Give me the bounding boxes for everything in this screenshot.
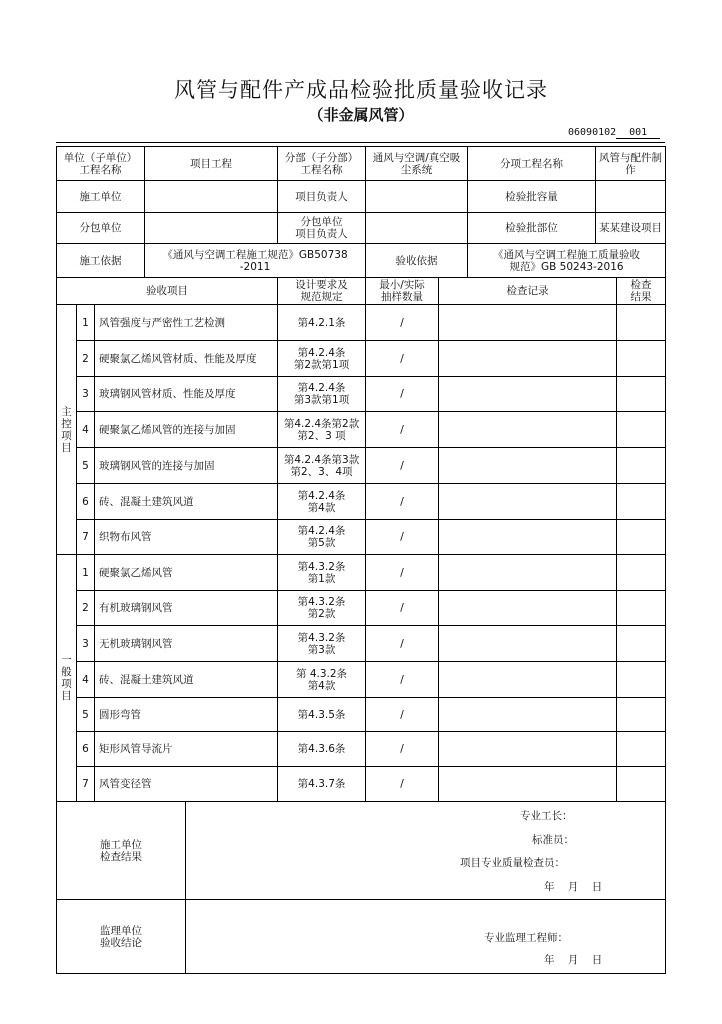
code-suffix: 001: [616, 127, 660, 139]
item-record[interactable]: [439, 626, 617, 662]
supervision-engineer-label: 专业监理工程师：: [484, 931, 569, 944]
item-no: 5: [77, 448, 95, 484]
item-sample[interactable]: /: [366, 448, 439, 484]
item-no: 7: [77, 520, 95, 555]
column-header-record: 检查记录: [439, 278, 617, 305]
item-requirement: 第4.2.4条第2款 第2、3 项: [278, 412, 366, 448]
item-requirement: 第4.2.4条 第5款: [278, 520, 366, 555]
item-requirement: 第4.2.1条: [278, 305, 366, 341]
item-record[interactable]: [439, 767, 617, 802]
item-record[interactable]: [439, 341, 617, 377]
item-sample[interactable]: /: [366, 732, 439, 767]
item-result[interactable]: [617, 698, 666, 732]
item-result[interactable]: [617, 305, 666, 341]
item-record[interactable]: [439, 662, 617, 698]
item-no: 6: [77, 732, 95, 767]
item-result[interactable]: [617, 662, 666, 698]
subcontractor-label: 分包单位: [57, 213, 145, 244]
item-requirement: 第4.3.2条 第1款: [278, 555, 366, 591]
item-sample[interactable]: /: [366, 377, 439, 412]
item-name-label: 分项工程名称: [468, 147, 596, 181]
item-sample[interactable]: /: [366, 767, 439, 802]
item-record[interactable]: [439, 591, 617, 626]
item-result[interactable]: [617, 341, 666, 377]
batch-capacity-label: 检验批容量: [468, 181, 596, 213]
item-name: 矩形风管导流片: [95, 732, 278, 767]
page-subtitle: （非金属风管）: [308, 106, 414, 124]
batch-capacity-value[interactable]: [596, 181, 666, 213]
item-record[interactable]: [439, 305, 617, 341]
item-result[interactable]: [617, 555, 666, 591]
item-no: 1: [77, 555, 95, 591]
sub-division-label: 分部（子分部） 工程名称: [278, 147, 366, 181]
top-rule: [56, 142, 665, 143]
sub-project-manager-value[interactable]: [366, 213, 468, 244]
item-name: 风管变径管: [95, 767, 278, 802]
column-header-result: 检查 结果: [617, 278, 666, 305]
item-result[interactable]: [617, 520, 666, 555]
item-sample[interactable]: /: [366, 412, 439, 448]
item-result[interactable]: [617, 732, 666, 767]
item-name: 圆形弯管: [95, 698, 278, 732]
item-sample[interactable]: /: [366, 484, 439, 520]
item-record[interactable]: [439, 520, 617, 555]
item-name: 砖、混凝土建筑风道: [95, 484, 278, 520]
batch-location-label: 检验批部位: [468, 213, 596, 244]
item-sample[interactable]: /: [366, 591, 439, 626]
item-sample[interactable]: /: [366, 520, 439, 555]
supervision-area[interactable]: [186, 900, 666, 974]
item-sample[interactable]: /: [366, 698, 439, 732]
item-requirement: 第4.3.6条: [278, 732, 366, 767]
item-result[interactable]: [617, 484, 666, 520]
item-no: 3: [77, 377, 95, 412]
item-record[interactable]: [439, 555, 617, 591]
item-requirement: 第4.2.4条 第4款: [278, 484, 366, 520]
item-sample[interactable]: /: [366, 626, 439, 662]
unit-name-label: 单位（子单位） 工程名称: [57, 147, 145, 181]
item-name: 有机玻璃钢风管: [95, 591, 278, 626]
record-code: [568, 127, 660, 139]
item-sample[interactable]: /: [366, 555, 439, 591]
item-no: 6: [77, 484, 95, 520]
item-requirement: 第4.3.2条 第2款: [278, 591, 366, 626]
inspection-form: [56, 146, 666, 974]
item-result[interactable]: [617, 448, 666, 484]
main-control-group-label: 主 控 项 目: [57, 305, 77, 555]
item-record[interactable]: [439, 377, 617, 412]
construction-check-label: 施工单位 检查结果: [57, 802, 186, 900]
column-header-sample: 最小/实际 抽样数量: [366, 278, 439, 305]
item-no: 3: [77, 626, 95, 662]
unit-name-value[interactable]: 项目工程: [145, 147, 278, 181]
contractor-label: 施工单位: [57, 181, 145, 213]
item-result[interactable]: [617, 767, 666, 802]
quality-inspector-label: 项目专业质量检查员：: [460, 856, 566, 869]
construction-basis-label: 施工依据: [57, 244, 145, 278]
item-sample[interactable]: /: [366, 662, 439, 698]
construction-check-area[interactable]: [186, 802, 666, 900]
item-requirement: 第4.3.7条: [278, 767, 366, 802]
item-requirement: 第4.3.5条: [278, 698, 366, 732]
item-result[interactable]: [617, 412, 666, 448]
supervision-label: 监理单位 验收结论: [57, 900, 186, 974]
item-name: 玻璃钢风管的连接与加固: [95, 448, 278, 484]
foreman-label: 专业工长：: [520, 809, 573, 822]
item-sample[interactable]: /: [366, 305, 439, 341]
construction-basis-value[interactable]: 《通风与空调工程施工规范》GB50738 -2011: [145, 244, 366, 278]
subcontractor-value[interactable]: [145, 213, 278, 244]
column-header-item: 验收项目: [57, 278, 278, 305]
item-requirement: 第 4.3.2条 第4款: [278, 662, 366, 698]
item-name: 硬聚氯乙烯风管: [95, 555, 278, 591]
item-result[interactable]: [617, 377, 666, 412]
general-group-label: 一 般 项 目: [57, 555, 77, 802]
item-requirement: 第4.2.4条 第3款第1项: [278, 377, 366, 412]
item-no: 5: [77, 698, 95, 732]
item-record[interactable]: [439, 732, 617, 767]
item-requirement: 第4.2.4条 第2款第1项: [278, 341, 366, 377]
item-no: 2: [77, 591, 95, 626]
item-name-value[interactable]: 风管与配件制作: [596, 147, 666, 181]
item-result[interactable]: [617, 626, 666, 662]
item-name: 风管强度与严密性工艺检测: [95, 305, 278, 341]
sub-project-manager-label: 分包单位 项目负责人: [278, 213, 366, 244]
project-manager-label: 项目负责人: [278, 181, 366, 213]
acceptance-basis-value[interactable]: 《通风与空调工程施工质量验收 规范》GB 50243-2016: [468, 244, 666, 278]
item-requirement: 第4.2.4条第3款 第2、3、4项: [278, 448, 366, 484]
acceptance-basis-label: 验收依据: [366, 244, 468, 278]
construction-date-label: 年 月 日: [544, 880, 603, 893]
item-no: 1: [77, 305, 95, 341]
column-header-requirement: 设计要求及 规范规定: [278, 278, 366, 305]
item-no: 7: [77, 767, 95, 802]
item-record[interactable]: [439, 412, 617, 448]
item-name: 砖、混凝土建筑风道: [95, 662, 278, 698]
item-no: 2: [77, 341, 95, 377]
batch-location-value[interactable]: 某某建设项目: [596, 213, 666, 244]
item-name: 硬聚氯乙烯风管材质、性能及厚度: [95, 341, 278, 377]
standards-officer-label: 标准员：: [532, 833, 575, 846]
item-record[interactable]: [439, 484, 617, 520]
item-no: 4: [77, 662, 95, 698]
code-prefix: 06090102: [568, 127, 617, 138]
supervision-date-label: 年 月 日: [544, 953, 603, 966]
item-record[interactable]: [439, 698, 617, 732]
item-sample[interactable]: /: [366, 341, 439, 377]
page-title: 风管与配件产成品检验批质量验收记录: [174, 78, 548, 102]
item-requirement: 第4.3.2条 第3款: [278, 626, 366, 662]
item-name: 无机玻璃钢风管: [95, 626, 278, 662]
item-name: 玻璃钢风管材质、性能及厚度: [95, 377, 278, 412]
item-no: 4: [77, 412, 95, 448]
item-name: 硬聚氯乙烯风管的连接与加固: [95, 412, 278, 448]
project-manager-value[interactable]: [366, 181, 468, 213]
item-record[interactable]: [439, 448, 617, 484]
contractor-value[interactable]: [145, 181, 278, 213]
sub-division-value[interactable]: 通风与空调/真空吸 尘系统: [366, 147, 468, 181]
item-result[interactable]: [617, 591, 666, 626]
item-name: 织物布风管: [95, 520, 278, 555]
